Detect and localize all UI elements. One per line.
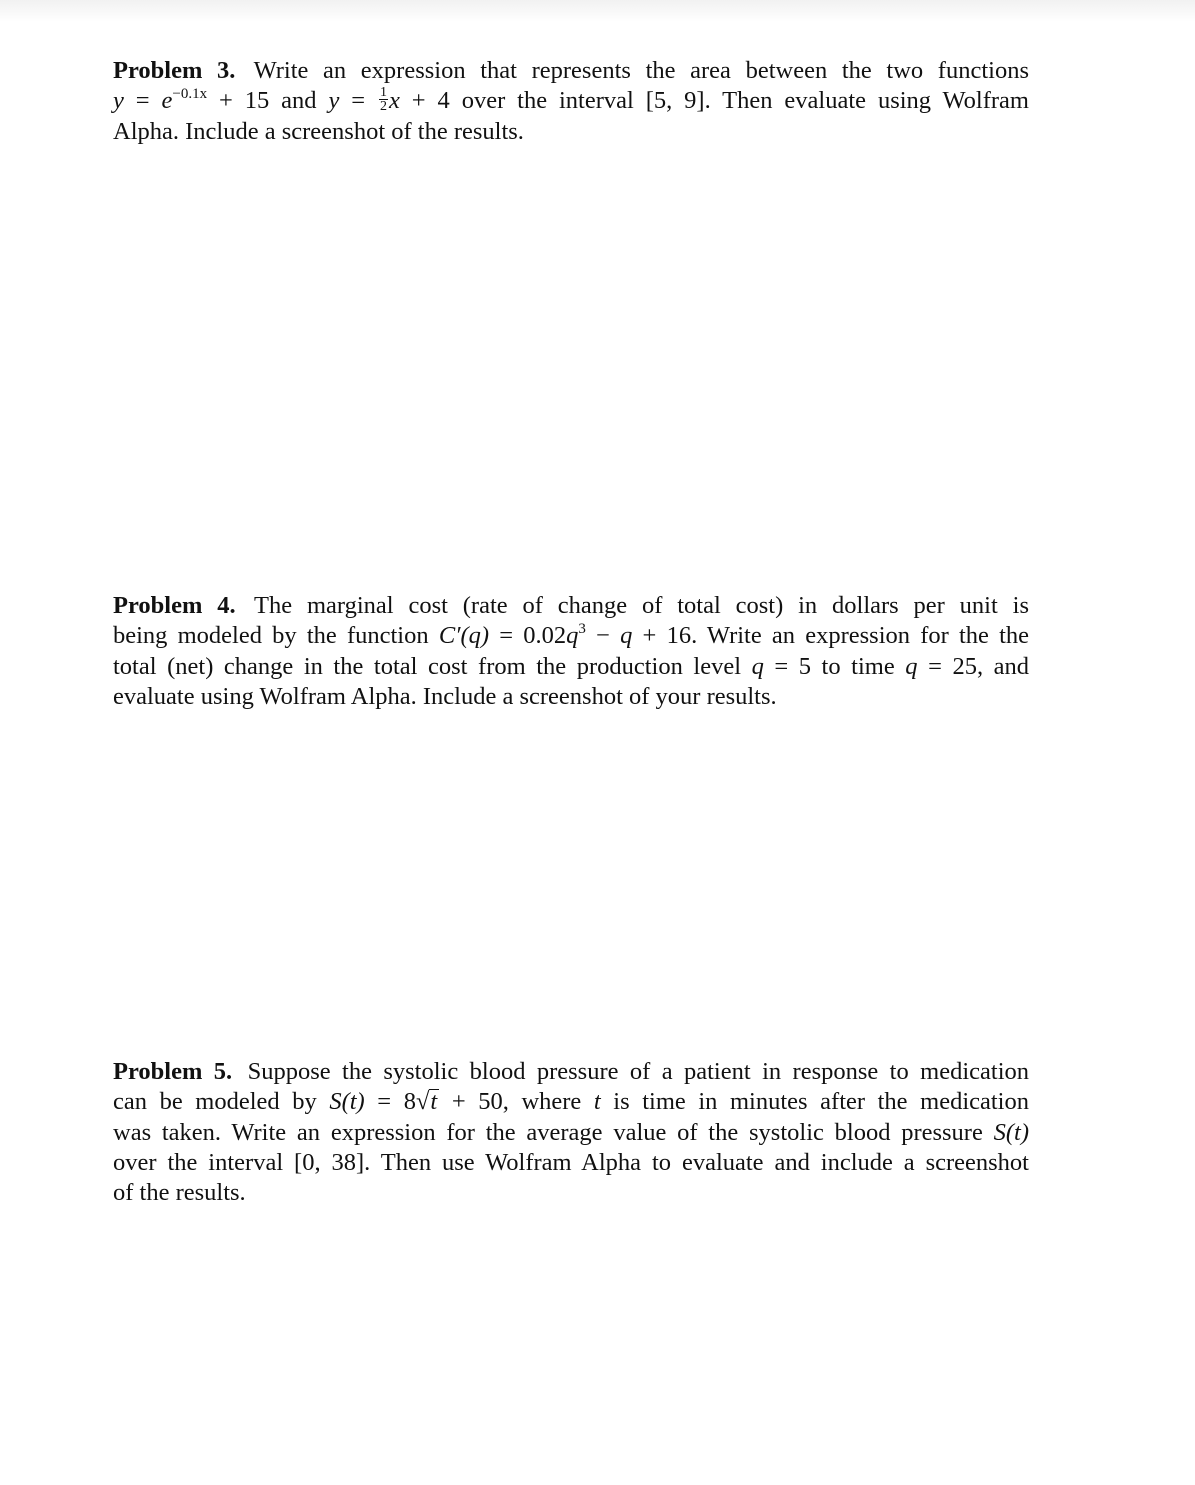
problem-5 <box>113 1057 1029 1208</box>
marginal-cost-variable: q <box>566 622 579 650</box>
problem-5-text-5: was taken. Write an expression for the average value of the systolic blood pressure <box>113 1118 994 1146</box>
problem-5-line-3 <box>113 1118 1029 1148</box>
problem-3-line-1 <box>113 56 1029 86</box>
problem-5-text-3: + 50, where <box>439 1088 594 1116</box>
problem-5-line-1 <box>113 1057 1029 1087</box>
problem-4-text-3: + 16. Write an expression for the the <box>632 622 1029 650</box>
problem-4-text-1: The marginal cost (rate of change of total cost) in dollars per unit is <box>254 592 1029 619</box>
fraction-numerator: 1 <box>380 85 388 101</box>
function-2-lhs: y <box>328 87 340 115</box>
problem-3-label: Problem 3. <box>113 57 236 84</box>
q-end-variable: q <box>905 652 918 680</box>
top-shade <box>0 0 1195 22</box>
pressure-function-ref: S(t) <box>993 1118 1029 1146</box>
function-1-lhs: y <box>113 87 124 115</box>
problem-4-line-4: evaluate using Wolfram Alpha. Include a screenshot of your results. <box>113 682 777 710</box>
problem-5-line-2 <box>113 1087 1029 1117</box>
marginal-cost-equals: = 0.02 <box>489 622 567 650</box>
problem-4-label: Problem 4. <box>113 592 236 619</box>
marginal-cost-variable-2: q <box>620 622 633 650</box>
marginal-cost-function: C′(q) <box>438 622 490 650</box>
pressure-equals: = 8 <box>364 1088 416 1116</box>
fraction-one-half <box>379 86 388 113</box>
function-2-equals: = <box>339 87 378 115</box>
function-1-exponent: −0.1x <box>172 86 208 103</box>
marginal-cost-exponent: 3 <box>578 621 586 638</box>
fraction-denominator: 2 <box>380 99 388 115</box>
problem-5-text-4: is time in minutes after the medication <box>600 1088 1029 1116</box>
square-root-argument: t <box>430 1088 438 1116</box>
problem-5-line-5: of the results. <box>113 1179 246 1207</box>
function-1-equals: = <box>123 87 162 115</box>
q-start-variable: q <box>751 652 764 680</box>
problem-4-line-1 <box>113 591 1029 621</box>
problem-4-text-4: total (net) change in the total cost from the production level <box>113 652 752 680</box>
function-2-tail: + 4 over the interval [5, 9]. Then evaluate using Wolfram <box>399 87 1029 115</box>
problem-4-text-2: being modeled by the function <box>113 622 439 650</box>
time-variable: t <box>593 1088 601 1116</box>
problem-3-line-2 <box>113 86 1029 116</box>
problem-3 <box>113 56 1029 147</box>
problem-3-line-3: Alpha. Include a screenshot of the results. <box>113 117 524 145</box>
problem-5-text-1: Suppose the systolic blood pressure of a patient in response to medication <box>247 1058 1029 1085</box>
problem-3-text-1: Write an expression that represents the area between the two functions <box>253 57 1029 84</box>
problem-4 <box>113 591 1029 712</box>
problem-5-line-4: over the interval [0, 38]. Then use Wolfram Alpha to evaluate and include a screenshot <box>113 1148 1029 1176</box>
square-root: √t <box>415 1088 438 1116</box>
problem-4-text-6: = 25, and <box>917 652 1029 680</box>
function-2-variable: x <box>389 87 400 115</box>
problem-5-text-2: can be modeled by <box>113 1088 330 1116</box>
problem-4-line-2 <box>113 621 1029 651</box>
pressure-function: S(t) <box>329 1088 365 1116</box>
problem-4-text-5: = 5 to time <box>763 652 906 680</box>
function-1-tail: + 15 and <box>207 87 329 115</box>
function-1-base: e <box>161 87 173 115</box>
problem-5-label: Problem 5. <box>113 1058 233 1085</box>
marginal-cost-minus: − <box>585 622 621 650</box>
problem-4-line-3 <box>113 652 1029 682</box>
